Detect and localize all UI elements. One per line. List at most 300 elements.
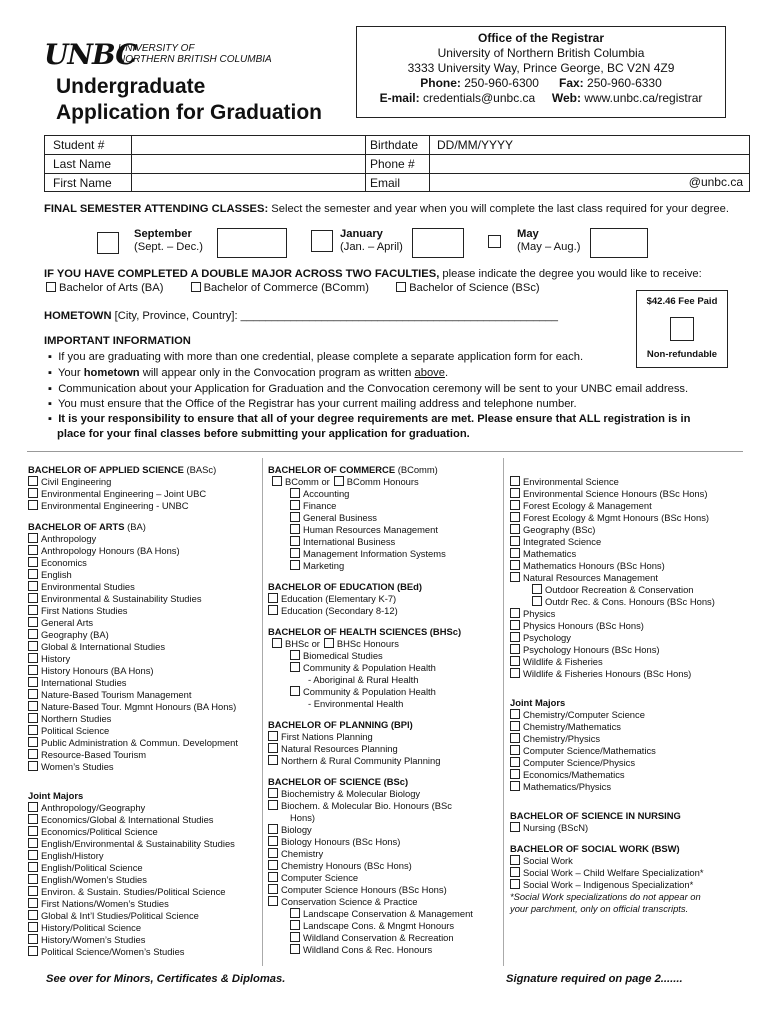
program-option[interactable] (268, 824, 500, 836)
program-checkbox[interactable] (268, 824, 278, 834)
program-checkbox[interactable] (290, 920, 300, 930)
program-label: Natural Resources Planning (281, 743, 398, 754)
program-checkbox[interactable] (290, 650, 300, 660)
student-num-label: Student # (53, 138, 105, 152)
section-heading (510, 843, 750, 855)
birthdate-label: Birthdate (370, 138, 419, 152)
program-checkbox[interactable] (28, 581, 38, 591)
program-option[interactable] (510, 536, 750, 548)
program-checkbox[interactable] (290, 662, 300, 672)
program-checkbox[interactable] (28, 569, 38, 579)
program-checkbox[interactable] (28, 557, 38, 567)
program-option[interactable] (510, 512, 750, 524)
program-label: Natural Resources Management (523, 572, 658, 583)
program-checkbox[interactable] (28, 874, 38, 884)
program-checkbox[interactable] (28, 488, 38, 498)
program-checkbox[interactable] (510, 822, 520, 832)
program-checkbox[interactable] (510, 644, 520, 654)
program-checkbox[interactable] (268, 860, 278, 870)
first-name-field[interactable] (133, 175, 363, 191)
program-label: Psychology (523, 632, 571, 643)
program-option[interactable] (268, 920, 500, 932)
program-option[interactable] (28, 826, 260, 838)
program-checkbox[interactable] (290, 944, 300, 954)
program-checkbox[interactable] (268, 605, 278, 615)
info-text-2c: will appear only in the Convocation program as written (139, 367, 415, 379)
program-checkbox[interactable] (510, 668, 520, 678)
program-option[interactable] (28, 874, 260, 886)
program-option[interactable] (28, 761, 260, 773)
program-checkbox[interactable] (28, 593, 38, 603)
program-checkbox[interactable] (28, 665, 38, 675)
program-option[interactable] (268, 788, 500, 800)
program-option[interactable] (510, 500, 750, 512)
registrar-email-line (357, 91, 725, 106)
program-checkbox[interactable] (28, 713, 38, 723)
social-work-note: your parchment, only on official transcripts. (510, 903, 689, 914)
program-checkbox[interactable] (268, 731, 278, 741)
program-checkbox[interactable] (28, 689, 38, 699)
program-checkbox[interactable] (510, 867, 520, 877)
hometown-label: HOMETOWN (44, 310, 112, 322)
program-label: Nursing (BScN) (523, 822, 589, 833)
program-option[interactable] (28, 910, 260, 922)
program-option[interactable] (510, 781, 750, 793)
program-checkbox[interactable] (510, 709, 520, 719)
program-option[interactable] (510, 584, 750, 596)
fax-label: Fax: (559, 76, 584, 90)
program-sublabel: - Environmental Health (308, 698, 404, 709)
program-label: Mathematics Honours (BSc Hons) (523, 560, 665, 571)
program-label: History (41, 653, 71, 664)
program-option[interactable] (28, 500, 260, 512)
program-label: Mathematics/Physics (523, 781, 612, 792)
bsc-label: Bachelor of Science (BSc) (409, 282, 540, 294)
program-option[interactable] (28, 581, 260, 593)
program-checkbox[interactable] (510, 733, 520, 743)
program-option[interactable] (510, 822, 750, 834)
program-label: Marketing (303, 560, 345, 571)
program-label: Conservation Science & Practice (281, 896, 418, 907)
program-checkbox[interactable] (510, 572, 520, 582)
program-checkbox[interactable] (510, 500, 520, 510)
program-option[interactable] (28, 713, 260, 725)
program-checkbox[interactable] (510, 488, 520, 498)
section-heading (510, 810, 750, 822)
program-option[interactable] (28, 886, 260, 898)
program-label: Computer Science Honours (BSc Hons) (281, 884, 447, 895)
program-checkbox[interactable] (28, 922, 38, 932)
program-checkbox[interactable] (28, 476, 38, 486)
program-checkbox[interactable] (510, 721, 520, 731)
web-label: Web: (551, 91, 581, 105)
program-option[interactable] (268, 650, 500, 662)
program-option[interactable] (28, 569, 260, 581)
program-checkbox[interactable] (268, 836, 278, 846)
fax-value: 250-960-6330 (587, 76, 662, 90)
registrar-phone-line (357, 76, 725, 91)
program-checkbox[interactable] (268, 743, 278, 753)
program-label: BComm Honours (346, 476, 419, 487)
program-option[interactable] (28, 665, 260, 677)
program-checkbox[interactable] (290, 560, 300, 570)
program-option[interactable] (268, 593, 500, 605)
program-option[interactable] (510, 572, 750, 584)
program-checkbox[interactable] (28, 725, 38, 735)
program-option[interactable] (510, 855, 750, 867)
program-option[interactable] (510, 709, 750, 721)
program-checkbox[interactable] (290, 500, 300, 510)
program-checkbox[interactable] (28, 814, 38, 824)
program-option[interactable] (268, 560, 500, 572)
program-label: English (41, 569, 72, 580)
bcomm-checkbox[interactable] (191, 282, 201, 292)
bcomm-label: Bachelor of Commerce (BComm) (203, 282, 369, 294)
section-heading-bold: BACHELOR OF EDUCATION (BEd) (268, 581, 422, 592)
may-year-field[interactable] (590, 228, 648, 258)
ba-checkbox[interactable] (46, 282, 56, 292)
final-semester-heading: FINAL SEMESTER ATTENDING CLASSES: (44, 203, 269, 215)
program-checkbox[interactable] (268, 884, 278, 894)
program-option[interactable] (28, 641, 260, 653)
january-year-field[interactable] (412, 228, 464, 258)
program-checkbox[interactable] (28, 629, 38, 639)
program-checkbox[interactable] (510, 560, 520, 570)
info-bullet-5: ▪ It is your responsibility to ensure that all of your degree requirements are met. Please ensure that ALL registration is in place for your final classes before submitting your application for graduation. (48, 413, 691, 440)
program-option[interactable] (268, 872, 500, 884)
program-checkbox[interactable] (290, 686, 300, 696)
program-label: Physics Honours (BSc Hons) (523, 620, 644, 631)
section-divider (27, 451, 743, 452)
program-checkbox[interactable] (290, 524, 300, 534)
program-checkbox[interactable] (28, 802, 38, 812)
program-label: Mathematics (523, 548, 577, 559)
program-checkbox[interactable] (510, 769, 520, 779)
program-checkbox[interactable] (28, 500, 38, 510)
student-num-field[interactable] (133, 137, 363, 153)
program-option[interactable] (510, 745, 750, 757)
program-option[interactable] (28, 850, 260, 862)
program-option[interactable] (510, 560, 750, 572)
program-option[interactable] (28, 898, 260, 910)
program-option[interactable] (510, 769, 750, 781)
program-checkbox[interactable] (28, 677, 38, 687)
last-name-field[interactable] (133, 156, 363, 172)
program-label: Geography (BA) (41, 629, 109, 640)
program-checkbox[interactable] (268, 872, 278, 882)
program-checkbox[interactable] (28, 749, 38, 759)
program-label: Social Work – Child Welfare Specialization* (523, 867, 704, 878)
phone-value: 250-960-6300 (464, 76, 539, 90)
program-option[interactable] (28, 802, 260, 814)
fee-box (636, 290, 728, 368)
program-checkbox[interactable] (28, 838, 38, 848)
program-checkbox[interactable] (290, 488, 300, 498)
program-option[interactable] (510, 548, 750, 560)
program-label: Accounting (303, 488, 350, 499)
footer-minors-note: See over for Minors, Certificates & Diplomas. (46, 973, 286, 985)
program-option[interactable] (510, 733, 750, 745)
info-text-4: You must ensure that the Office of the Registrar has your current mailing address and telephone number. (57, 398, 577, 410)
ba-option[interactable] (46, 282, 163, 294)
program-option[interactable] (268, 536, 500, 548)
program-option[interactable] (510, 608, 750, 620)
program-checkbox[interactable] (290, 908, 300, 918)
program-option[interactable] (28, 476, 260, 488)
program-option[interactable] (268, 512, 500, 524)
program-option[interactable] (28, 689, 260, 701)
program-option[interactable] (28, 934, 260, 946)
program-checkbox[interactable] (290, 932, 300, 942)
program-option[interactable] (510, 596, 750, 608)
program-option[interactable] (28, 946, 260, 958)
program-option[interactable] (268, 860, 500, 872)
program-checkbox[interactable] (28, 946, 38, 956)
program-label: Management Information Systems (303, 548, 446, 559)
bcomm-option[interactable] (191, 282, 369, 294)
program-checkbox[interactable] (28, 617, 38, 627)
program-checkbox[interactable] (268, 848, 278, 858)
program-checkbox[interactable] (28, 545, 38, 555)
program-option[interactable] (510, 668, 750, 680)
program-checkbox[interactable] (268, 593, 278, 603)
email-label-field: Email (370, 176, 401, 190)
jan-title: January (340, 228, 383, 240)
program-checkbox[interactable] (510, 745, 520, 755)
program-option[interactable] (268, 755, 500, 767)
program-checkbox[interactable] (334, 476, 344, 486)
program-label-continuation: Hons) (290, 812, 316, 823)
fee-paid-checkbox[interactable] (670, 317, 694, 341)
program-checkbox[interactable] (532, 596, 542, 606)
program-label: Women’s Studies (41, 761, 114, 772)
program-option[interactable] (28, 737, 260, 749)
program-label: General Arts (41, 617, 94, 628)
program-label: Education (Secondary 8-12) (281, 605, 398, 616)
fee-amount: $42.46 Fee Paid (646, 296, 718, 307)
program-sublabel: - Aboriginal & Rural Health (308, 674, 419, 685)
program-label: Political Science/Women’s Studies (41, 946, 185, 957)
program-checkbox[interactable] (510, 536, 520, 546)
program-checkbox[interactable] (290, 548, 300, 558)
may-checkbox[interactable] (488, 235, 501, 248)
program-checkbox[interactable] (268, 800, 278, 810)
program-checkbox[interactable] (510, 757, 520, 767)
social-work-note: *Social Work specializations do not appear on (510, 891, 701, 902)
program-label: Anthropology Honours (BA Hons) (41, 545, 180, 556)
program-checkbox[interactable] (28, 737, 38, 747)
program-label: Wildlife & Fisheries Honours (BSc Hons) (523, 668, 692, 679)
program-option[interactable] (268, 800, 500, 812)
program-checkbox[interactable] (28, 533, 38, 543)
program-option[interactable] (268, 896, 500, 908)
program-option[interactable] (510, 632, 750, 644)
info-text-5a: It is your responsibility to ensure that all of your degree requirements are met. Please ensure that ALL registration is in (58, 413, 691, 425)
program-checkbox[interactable] (532, 584, 542, 594)
program-option[interactable] (268, 500, 500, 512)
program-option[interactable] (510, 867, 750, 879)
program-checkbox[interactable] (290, 536, 300, 546)
program-label: Environmental Studies (41, 581, 135, 592)
phone-field[interactable] (431, 156, 747, 172)
program-checkbox[interactable] (28, 701, 38, 711)
program-option[interactable] (28, 545, 260, 557)
program-option[interactable] (28, 557, 260, 569)
program-option[interactable] (28, 814, 260, 826)
program-option[interactable] (510, 488, 750, 500)
program-checkbox[interactable] (28, 850, 38, 860)
program-checkbox[interactable] (268, 788, 278, 798)
program-option[interactable] (510, 879, 750, 891)
program-option[interactable] (28, 749, 260, 761)
section-heading (28, 521, 260, 533)
program-label: Outdr Rec. & Cons. Honours (BSc Hons) (545, 596, 715, 607)
program-option[interactable] (28, 701, 260, 713)
program-checkbox[interactable] (28, 761, 38, 771)
program-label: Political Science (41, 725, 110, 736)
program-checkbox[interactable] (28, 886, 38, 896)
program-option[interactable] (268, 605, 500, 617)
double-major-heading: IF YOU HAVE COMPLETED A DOUBLE MAJOR ACROSS TWO FACULTIES, (44, 268, 440, 280)
logo-mark: UNBC (44, 38, 137, 71)
info-text-1: If you are graduating with more than one credential, please complete a separate application form for each. (58, 351, 584, 363)
september-checkbox[interactable] (97, 232, 119, 254)
program-checkbox[interactable] (510, 548, 520, 558)
program-checkbox[interactable] (510, 879, 520, 889)
program-option[interactable] (28, 838, 260, 850)
program-label: First Nations Planning (281, 731, 373, 742)
program-checkbox[interactable] (28, 653, 38, 663)
program-option[interactable] (28, 677, 260, 689)
program-option[interactable] (268, 686, 500, 698)
program-option[interactable] (28, 922, 260, 934)
program-option[interactable] (28, 533, 260, 545)
info-text-2a: Your (57, 367, 84, 379)
sept-range: (Sept. – Dec.) (134, 241, 204, 253)
program-checkbox[interactable] (510, 656, 520, 666)
program-checkbox[interactable] (268, 896, 278, 906)
section-heading (268, 776, 500, 788)
final-semester-text: Select the semester and year when you will complete the last class required for your degree. (268, 203, 729, 215)
program-option[interactable] (268, 836, 500, 848)
january-checkbox[interactable] (311, 230, 333, 252)
section-heading (268, 581, 500, 593)
program-option[interactable] (268, 662, 500, 674)
program-checkbox[interactable] (272, 638, 282, 648)
program-option[interactable] (268, 743, 500, 755)
program-label: Northern Studies (41, 713, 112, 724)
unbc-logo (44, 40, 284, 70)
may-range: (May – Aug.) (517, 241, 581, 253)
section-heading (268, 626, 500, 638)
program-checkbox[interactable] (28, 641, 38, 651)
bsc-checkbox[interactable] (396, 282, 406, 292)
program-option[interactable] (28, 617, 260, 629)
program-checkbox[interactable] (290, 512, 300, 522)
program-option[interactable] (28, 653, 260, 665)
double-major-instruction (44, 268, 702, 280)
program-checkbox[interactable] (510, 476, 520, 486)
section-heading-suffix: (BASc) (183, 464, 217, 475)
program-option[interactable] (268, 932, 500, 944)
program-checkbox[interactable] (324, 638, 334, 648)
program-option[interactable] (268, 731, 500, 743)
program-checkbox[interactable] (28, 826, 38, 836)
program-checkbox[interactable] (510, 524, 520, 534)
spacer (510, 793, 750, 801)
program-option[interactable] (28, 725, 260, 737)
program-option[interactable] (510, 757, 750, 769)
program-label: Biochem. & Molecular Bio. Honours (BSc (281, 800, 452, 811)
program-label: Environmental & Sustainability Studies (41, 593, 202, 604)
program-option[interactable] (268, 944, 500, 956)
program-label: Environmental Science Honours (BSc Hons) (523, 488, 708, 499)
program-label: Chemistry/Mathematics (523, 721, 621, 732)
bsc-option[interactable] (396, 282, 540, 294)
program-option[interactable] (28, 593, 260, 605)
program-option[interactable] (510, 644, 750, 656)
program-checkbox[interactable] (28, 862, 38, 872)
program-label: Anthropology (41, 533, 97, 544)
program-option[interactable] (268, 488, 500, 500)
program-option[interactable] (28, 605, 260, 617)
hometown-line[interactable] (44, 310, 558, 322)
program-option[interactable] (268, 908, 500, 920)
program-option[interactable] (510, 620, 750, 632)
program-option[interactable] (268, 884, 500, 896)
january-label (340, 228, 403, 254)
program-option[interactable] (510, 524, 750, 536)
program-checkbox[interactable] (510, 608, 520, 618)
september-year-field[interactable] (217, 228, 287, 258)
program-option[interactable] (268, 548, 500, 560)
program-option[interactable] (510, 656, 750, 668)
birthdate-field[interactable]: DD/MM/YYYY (437, 138, 514, 152)
info-text-3: Communication about your Application for Graduation and the Convocation ceremony will be sent to your UNBC email address. (58, 383, 689, 395)
program-checkbox[interactable] (510, 512, 520, 522)
program-option[interactable] (510, 476, 750, 488)
program-checkbox[interactable] (268, 755, 278, 765)
program-label: Chemistry (281, 848, 324, 859)
program-checkbox[interactable] (510, 620, 520, 630)
program-checkbox[interactable] (510, 781, 520, 791)
program-checkbox[interactable] (510, 855, 520, 865)
program-checkbox[interactable] (272, 476, 282, 486)
program-label: Resource-Based Tourism (41, 749, 147, 760)
program-checkbox[interactable] (28, 898, 38, 908)
section-heading-bold: BACHELOR OF COMMERCE (268, 464, 396, 475)
program-option[interactable] (28, 488, 260, 500)
program-checkbox[interactable] (28, 605, 38, 615)
program-checkbox[interactable] (510, 632, 520, 642)
hometown-field[interactable]: ___________________________________________________ (240, 310, 558, 322)
program-checkbox[interactable] (28, 934, 38, 944)
program-option[interactable] (268, 524, 500, 536)
program-label: Integrated Science (523, 536, 602, 547)
program-label: BHSc Honours (336, 638, 399, 649)
phone-label-field: Phone # (370, 157, 415, 171)
email-suffix: @unbc.ca (688, 175, 743, 189)
student-info-table (44, 135, 750, 192)
program-option[interactable] (268, 848, 500, 860)
program-option[interactable] (510, 721, 750, 733)
program-label: Finance (303, 500, 337, 511)
program-option[interactable] (28, 862, 260, 874)
program-option[interactable] (28, 629, 260, 641)
registrar-university: University of Northern British Columbia (437, 46, 645, 60)
program-checkbox[interactable] (28, 910, 38, 920)
title-line1: Undergraduate (56, 75, 206, 98)
